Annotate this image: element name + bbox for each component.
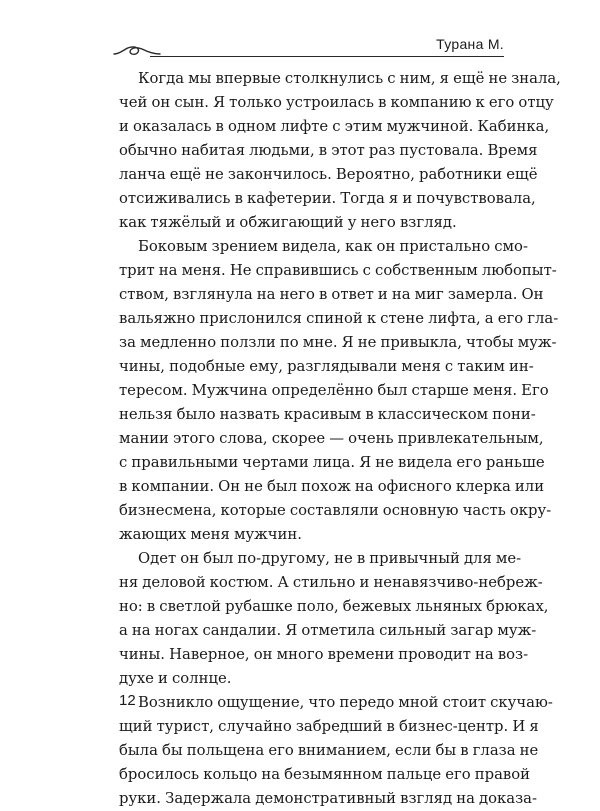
running-head: Турана М. — [436, 36, 504, 52]
page-number: 12 — [119, 692, 136, 709]
text-line: была бы польщена его вниманием, если бы в глаза не — [119, 742, 539, 759]
text-line: бросилось кольцо на безымянном пальце его правой — [119, 766, 531, 783]
paragraph — [119, 547, 549, 691]
text-line: в компании. Он не был похож на офисного клерка или — [119, 478, 545, 495]
text-line: Когда мы впервые столкнулись с ним, я ещё не знала, — [138, 70, 561, 87]
text-line: вальяжно прислонился спиной к стене лифта, а его гла- — [119, 310, 559, 327]
text-line: щий турист, случайно забредший в бизнес-центр. И я — [119, 718, 539, 735]
page-header — [0, 0, 600, 70]
text-line: а на ногах сандалии. Я отметила сильный загар муж- — [119, 622, 537, 639]
text-line: нельзя было назвать красивым в классическом пони- — [119, 406, 536, 423]
text-line: жающих меня мужчин. — [119, 526, 302, 543]
text-line: Возникло ощущение, что передо мной стоит скучаю- — [138, 694, 553, 711]
paragraph — [119, 691, 553, 811]
text-line: и оказалась в одном лифте с этим мужчиной. Кабинка, — [119, 118, 550, 135]
text-line: ланча ещё не закончилось. Вероятно, работники ещё — [119, 166, 538, 183]
text-line: чины, подобные ему, разглядывали меня с таким ин- — [119, 358, 534, 375]
text-line: как тяжёлый и обжигающий у него взгляд. — [119, 214, 457, 231]
text-line: Одет он был по-другому, не в привычный для ме- — [138, 550, 522, 567]
body-text — [119, 67, 561, 811]
header-rule — [150, 56, 504, 57]
text-line: Боковым зрением видела, как он пристально смо- — [138, 238, 528, 255]
text-line: ня деловой костюм. А стильно и ненавязчиво-небреж- — [119, 574, 543, 591]
text-line: чины. Наверное, он много времени проводит на воз- — [119, 646, 529, 663]
text-line: тересом. Мужчина определённо был старше меня. Его — [119, 382, 549, 399]
text-line: с правильными чертами лица. Я не видела его раньше — [119, 454, 545, 471]
text-line: духе и солнце. — [119, 670, 232, 687]
text-line: ством, взглянула на него в ответ и на миг замерла. Он — [119, 286, 544, 303]
text-line: бизнесмена, которые составляли основную часть окру- — [119, 502, 552, 519]
text-line: отсиживались в кафетерии. Тогда я и почувствовала, — [119, 190, 536, 207]
text-line: но: в светлой рубашке поло, бежевых льняных брюках, — [119, 598, 549, 615]
text-line: обычно набитая людьми, в этот раз пустовала. Время — [119, 142, 538, 159]
paragraph — [119, 235, 559, 547]
text-line: чей он сын. Я только устроилась в компанию к его отцу — [119, 94, 554, 111]
text-line: за медленно ползли по мне. Я не привыкла, чтобы муж- — [119, 334, 557, 351]
text-line: трит на меня. Не справившись с собственным любопыт- — [119, 262, 557, 279]
flourish-ornament-icon — [112, 40, 162, 60]
text-line: мании этого слова, скорее — очень привлекательным, — [119, 430, 544, 447]
paragraph — [119, 67, 561, 235]
text-line: руки. Задержала демонстративный взгляд на доказа- — [119, 790, 538, 807]
